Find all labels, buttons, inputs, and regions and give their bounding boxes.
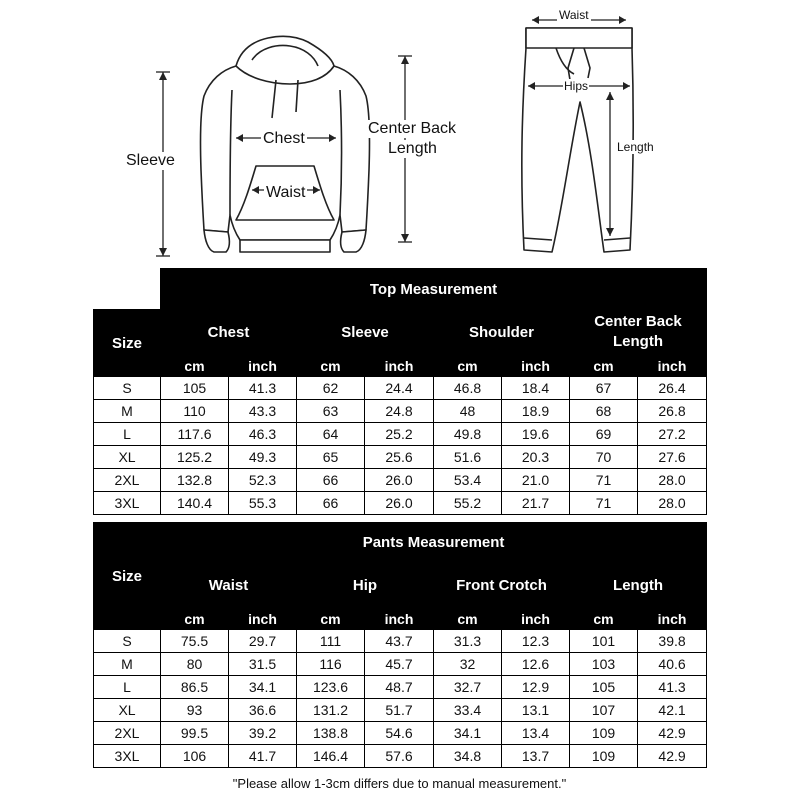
measurement-cell: 26.0	[365, 469, 434, 492]
measurement-cell: 71	[570, 492, 638, 515]
measurement-cell: 55.2	[434, 492, 502, 515]
table-corner	[94, 269, 161, 310]
size-cell: M	[94, 653, 161, 676]
measurement-cell: 13.1	[502, 699, 570, 722]
size-cell: M	[94, 400, 161, 423]
measurement-cell: 68	[570, 400, 638, 423]
measurement-cell: 65	[297, 446, 365, 469]
measurement-cell: 43.7	[365, 630, 434, 653]
size-cell: 3XL	[94, 492, 161, 515]
size-cell: L	[94, 423, 161, 446]
measurement-cell: 117.6	[161, 423, 229, 446]
unit-cm: cm	[434, 608, 502, 630]
measurement-cell: 32.7	[434, 676, 502, 699]
measurement-cell: 49.8	[434, 423, 502, 446]
unit-cm: cm	[570, 355, 638, 377]
col-header-chest: Chest	[161, 310, 297, 355]
measurement-cell: 42.9	[638, 722, 707, 745]
table-row	[94, 676, 707, 699]
measurement-cell: 101	[570, 630, 638, 653]
table-row	[94, 699, 707, 722]
col-header-hip: Hip	[297, 563, 434, 608]
measurement-cell: 125.2	[161, 446, 229, 469]
table-row	[94, 446, 707, 469]
measurement-cell: 132.8	[161, 469, 229, 492]
unit-cm: cm	[570, 608, 638, 630]
measurement-cell: 64	[297, 423, 365, 446]
measurement-cell: 29.7	[229, 630, 297, 653]
measurement-cell: 42.1	[638, 699, 707, 722]
measurement-cell: 48	[434, 400, 502, 423]
measurement-cell: 71	[570, 469, 638, 492]
measurement-cell: 75.5	[161, 630, 229, 653]
measurement-cell: 111	[297, 630, 365, 653]
measurement-cell: 13.4	[502, 722, 570, 745]
size-cell: 3XL	[94, 745, 161, 768]
table-row	[94, 653, 707, 676]
measurement-cell: 86.5	[161, 676, 229, 699]
col-header-sleeve: Sleeve	[297, 310, 434, 355]
measurement-cell: 46.8	[434, 377, 502, 400]
size-cell: 2XL	[94, 469, 161, 492]
measurement-cell: 48.7	[365, 676, 434, 699]
measurement-cell: 28.0	[638, 492, 707, 515]
table-row	[94, 423, 707, 446]
measurement-cell: 99.5	[161, 722, 229, 745]
measurement-cell: 41.3	[638, 676, 707, 699]
unit-cm: cm	[161, 608, 229, 630]
measurement-cell: 33.4	[434, 699, 502, 722]
measurement-cell: 12.9	[502, 676, 570, 699]
measurement-cell: 34.1	[229, 676, 297, 699]
measurement-cell: 28.0	[638, 469, 707, 492]
pants-measurement-table	[93, 522, 707, 768]
measurement-cell: 46.3	[229, 423, 297, 446]
measurement-cell: 138.8	[297, 722, 365, 745]
size-cell: XL	[94, 699, 161, 722]
unit-cm: cm	[434, 355, 502, 377]
measurement-cell: 31.5	[229, 653, 297, 676]
measurement-cell: 26.8	[638, 400, 707, 423]
measurement-cell: 13.7	[502, 745, 570, 768]
size-cell: 2XL	[94, 722, 161, 745]
measurement-cell: 57.6	[365, 745, 434, 768]
col-header-center-back-length	[570, 310, 707, 355]
measurement-cell: 140.4	[161, 492, 229, 515]
measurement-cell: 69	[570, 423, 638, 446]
center-back-length-label: Length	[388, 140, 437, 157]
measurement-cell: 18.9	[502, 400, 570, 423]
measurement-cell: 41.3	[229, 377, 297, 400]
measurement-cell: 51.6	[434, 446, 502, 469]
measurement-cell: 32	[434, 653, 502, 676]
measurement-cell: 21.7	[502, 492, 570, 515]
unit-inch: inch	[638, 608, 707, 630]
table-row	[94, 469, 707, 492]
measurement-cell: 39.8	[638, 630, 707, 653]
unit-inch: inch	[638, 355, 707, 377]
size-cell: S	[94, 377, 161, 400]
measurement-cell: 49.3	[229, 446, 297, 469]
measurement-cell: 36.6	[229, 699, 297, 722]
measurement-cell: 26.4	[638, 377, 707, 400]
measurement-cell: 63	[297, 400, 365, 423]
table-row	[94, 630, 707, 653]
unit-cm: cm	[161, 355, 229, 377]
sleeve-label: Sleeve	[126, 152, 175, 169]
measurement-cell: 18.4	[502, 377, 570, 400]
measurement-cell: 109	[570, 745, 638, 768]
measurement-cell: 62	[297, 377, 365, 400]
measurement-illustrations	[0, 0, 800, 270]
measurement-cell: 51.7	[365, 699, 434, 722]
table-row	[94, 377, 707, 400]
size-cell: L	[94, 676, 161, 699]
measurement-cell: 31.3	[434, 630, 502, 653]
measurement-cell: 131.2	[297, 699, 365, 722]
measurement-cell: 107	[570, 699, 638, 722]
measurement-cell: 70	[570, 446, 638, 469]
col-header-cbl-line1: Center Back	[594, 312, 682, 330]
pants-hips-label: Hips	[564, 79, 589, 93]
unit-inch: inch	[229, 608, 297, 630]
measurement-footnote: "Please allow 1-3cm differs due to manual measurement."	[232, 776, 567, 791]
measurement-cell: 54.6	[365, 722, 434, 745]
measurement-cell: 103	[570, 653, 638, 676]
table-row	[94, 722, 707, 745]
unit-inch: inch	[229, 355, 297, 377]
unit-inch: inch	[502, 355, 570, 377]
pants-table-body	[94, 630, 707, 768]
table-row	[94, 492, 707, 515]
measurement-cell: 34.8	[434, 745, 502, 768]
measurement-cell: 24.8	[365, 400, 434, 423]
measurement-cell: 66	[297, 469, 365, 492]
measurement-cell: 52.3	[229, 469, 297, 492]
chest-label: Chest	[263, 130, 305, 147]
col-header-shoulder: Shoulder	[434, 310, 570, 355]
measurement-cell: 24.4	[365, 377, 434, 400]
measurement-cell: 39.2	[229, 722, 297, 745]
unit-cm: cm	[297, 608, 365, 630]
table-row	[94, 400, 707, 423]
col-header-front-crotch: Front Crotch	[434, 563, 570, 608]
top-measurement-table	[93, 268, 707, 515]
measurement-cell: 109	[570, 722, 638, 745]
measurement-cell: 45.7	[365, 653, 434, 676]
measurement-cell: 43.3	[229, 400, 297, 423]
top-table-body	[94, 377, 707, 515]
measurement-cell: 123.6	[297, 676, 365, 699]
measurement-cell: 67	[570, 377, 638, 400]
unit-inch: inch	[502, 608, 570, 630]
size-cell: S	[94, 630, 161, 653]
measurement-cell: 105	[570, 676, 638, 699]
top-table-title: Top Measurement	[161, 269, 707, 310]
measurement-cell: 21.0	[502, 469, 570, 492]
measurement-cell: 20.3	[502, 446, 570, 469]
col-header-length: Length	[570, 563, 707, 608]
measurement-cell: 12.3	[502, 630, 570, 653]
measurement-cell: 110	[161, 400, 229, 423]
measurement-cell: 19.6	[502, 423, 570, 446]
measurement-cell: 53.4	[434, 469, 502, 492]
measurement-cell: 116	[297, 653, 365, 676]
measurement-cell: 12.6	[502, 653, 570, 676]
size-cell: XL	[94, 446, 161, 469]
measurement-cell: 66	[297, 492, 365, 515]
measurement-cell: 25.6	[365, 446, 434, 469]
measurement-cell: 40.6	[638, 653, 707, 676]
measurement-cell: 106	[161, 745, 229, 768]
measurement-cell: 93	[161, 699, 229, 722]
pants-table-title: Pants Measurement	[161, 523, 707, 563]
measurement-cell: 27.2	[638, 423, 707, 446]
measurement-cell: 27.6	[638, 446, 707, 469]
measurement-cell: 146.4	[297, 745, 365, 768]
col-header-cbl-line2: Length	[613, 333, 663, 350]
measurement-cell: 55.3	[229, 492, 297, 515]
size-header: Size	[94, 523, 161, 630]
measurement-cell: 34.1	[434, 722, 502, 745]
waist-label: Waist	[266, 184, 306, 201]
measurement-cell: 41.7	[229, 745, 297, 768]
measurement-cell: 26.0	[365, 492, 434, 515]
unit-inch: inch	[365, 608, 434, 630]
measurement-cell: 25.2	[365, 423, 434, 446]
col-header-waist: Waist	[161, 563, 297, 608]
unit-cm: cm	[297, 355, 365, 377]
table-row	[94, 745, 707, 768]
measurement-cell: 105	[161, 377, 229, 400]
size-header: Size	[94, 310, 161, 377]
measurement-cell: 80	[161, 653, 229, 676]
center-back-label: Center Back	[368, 120, 457, 137]
pants-length-label: Length	[617, 140, 654, 154]
pants-waist-label: Waist	[559, 8, 589, 22]
measurement-cell: 42.9	[638, 745, 707, 768]
unit-inch: inch	[365, 355, 434, 377]
